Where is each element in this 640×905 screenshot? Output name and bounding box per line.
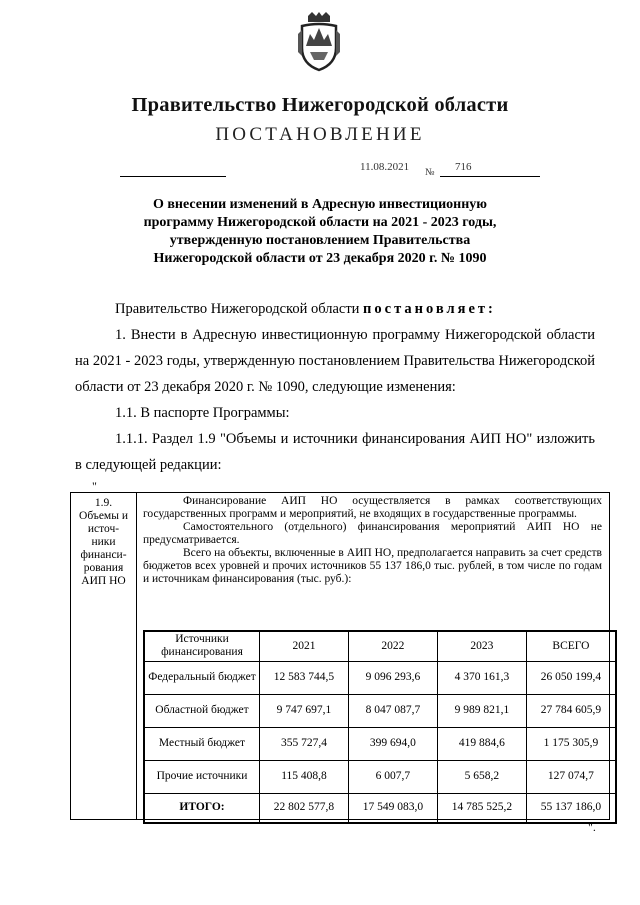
- paragraph-1-1: 1.1. В паспорте Программы:: [115, 405, 290, 421]
- table-cell: 27 784 605,9: [526, 694, 616, 727]
- subject-line: Нижегородской области от 23 декабря 2020 г. № 1090: [153, 251, 487, 266]
- number-label: №: [425, 167, 435, 178]
- table-header-cell: 2021: [260, 631, 349, 661]
- document-date: 11.08.2021: [360, 161, 410, 173]
- table-cell: Федеральный бюджет: [144, 661, 260, 694]
- paragraph-1: 1. Внести в Адресную инвестиционную программу Нижегородской области на 2021 - 2023 годы, утвержденную постановлением Правительства Нижегородской области от 23 декабря 2020 г. № 1090, следующие изменения:: [75, 327, 595, 395]
- table-cell: 127 074,7: [526, 760, 616, 793]
- table-cell: 419 884,6: [437, 727, 526, 760]
- table-cell: 399 694,0: [348, 727, 437, 760]
- closing-quote: ".: [588, 820, 596, 834]
- section-paragraph: Всего на объекты, включенные в АИП НО, предполагается направить за счет средств бюджетов всех уровней и прочих источников 55 137 186,0 тыс. рублей, в том числе по годам и источникам финансирования (тыс. руб.):: [143, 547, 602, 585]
- table-cell: 14 785 525,2: [437, 793, 526, 823]
- intro-paragraph: [75, 296, 595, 322]
- table-cell: 115 408,8: [260, 760, 349, 793]
- section-label: [71, 493, 137, 819]
- government-name: Правительство Нижегородской области: [131, 94, 509, 116]
- table-total-row: [144, 793, 616, 823]
- table-cell: 22 802 577,8: [260, 793, 349, 823]
- table-cell: 26 050 199,4: [526, 661, 616, 694]
- table-cell: Областной бюджет: [144, 694, 260, 727]
- table-cell: 5 658,2: [437, 760, 526, 793]
- table-row: [144, 694, 616, 727]
- table-row: [144, 760, 616, 793]
- table-header-cell: Источники финансирования: [144, 631, 260, 661]
- subject-line: программу Нижегородской области на 2021 - 2023 годы,: [143, 215, 497, 230]
- section-paragraph: Финансирование АИП НО осуществляется в рамках соответствующих государственных программ и мероприятий, не входящих в государственные программы.: [143, 495, 602, 520]
- table-cell: 9 989 821,1: [437, 694, 526, 727]
- table-header-row: [144, 631, 616, 661]
- section-label-line: ники: [91, 536, 116, 548]
- table-header-cell: 2022: [348, 631, 437, 661]
- table-cell: Прочие источники: [144, 760, 260, 793]
- section-label-line: 1.9.: [94, 497, 113, 509]
- table-cell: 17 549 083,0: [348, 793, 437, 823]
- subject-line: утвержденную постановлением Правительства: [169, 233, 471, 248]
- coat-of-arms-icon: [296, 12, 342, 72]
- document-type: ПОСТАНОВЛЕНИЕ: [215, 124, 425, 145]
- table-header-cell: 2023: [437, 631, 526, 661]
- number-line: [440, 176, 540, 177]
- table-row: [144, 661, 616, 694]
- document-subject: [120, 196, 520, 268]
- table-cell: 9 747 697,1: [260, 694, 349, 727]
- table-cell: 355 727,4: [260, 727, 349, 760]
- signature-line-left: [120, 176, 226, 177]
- table-cell: ИТОГО:: [144, 793, 260, 823]
- table-cell: 1 175 305,9: [526, 727, 616, 760]
- section-label-line: финанси-: [80, 549, 127, 561]
- table-cell: 6 007,7: [348, 760, 437, 793]
- table-cell: 8 047 087,7: [348, 694, 437, 727]
- passport-section-table: [70, 492, 610, 820]
- table-cell: 12 583 744,5: [260, 661, 349, 694]
- section-label-line: АИП НО: [81, 575, 126, 587]
- subject-line: О внесении изменений в Адресную инвестиционную: [152, 197, 488, 212]
- table-cell: 9 096 293,6: [348, 661, 437, 694]
- document-number: 716: [455, 161, 472, 173]
- section-label-line: рования: [83, 562, 124, 574]
- financing-table: [143, 630, 617, 824]
- opening-quote: ": [92, 479, 97, 493]
- intro-keyword: постановляет:: [363, 301, 496, 317]
- intro-text: Правительство Нижегородской области: [115, 301, 364, 317]
- table-cell: Местный бюджет: [144, 727, 260, 760]
- table-cell: 55 137 186,0: [526, 793, 616, 823]
- table-header-cell: ВСЕГО: [526, 631, 616, 661]
- section-label-line: источ-: [87, 523, 120, 535]
- table-row: [144, 727, 616, 760]
- section-label-line: Объемы и: [79, 510, 128, 522]
- table-cell: 4 370 161,3: [437, 661, 526, 694]
- paragraph-1-1-1: 1.1.1. Раздел 1.9 "Объемы и источники финансирования АИП НО" изложить в следующей редакции:: [75, 431, 595, 473]
- section-paragraph: Самостоятельного (отдельного) финансирования мероприятий АИП НО не предусматривается.: [143, 521, 602, 546]
